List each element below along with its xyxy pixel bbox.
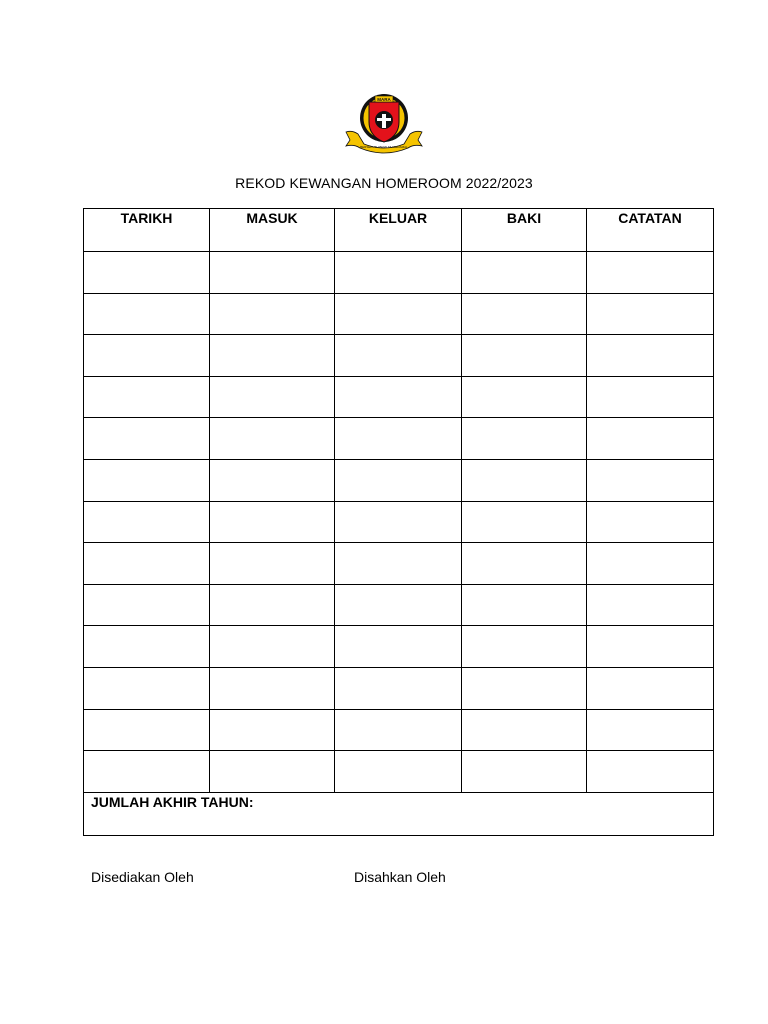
cell-masuk[interactable] — [210, 376, 335, 418]
cell-keluar[interactable] — [335, 335, 462, 377]
cell-baki[interactable] — [462, 459, 587, 501]
cell-catatan[interactable] — [587, 543, 714, 585]
table-row — [84, 376, 714, 418]
cell-catatan[interactable] — [587, 626, 714, 668]
cell-tarikh[interactable] — [84, 709, 210, 751]
table-row — [84, 335, 714, 377]
cell-tarikh[interactable] — [84, 543, 210, 585]
table-row — [84, 667, 714, 709]
prepared-by-label: Disediakan Oleh — [91, 869, 194, 885]
column-header-baki: BAKI — [462, 209, 587, 252]
cell-keluar[interactable] — [335, 584, 462, 626]
cell-tarikh[interactable] — [84, 584, 210, 626]
table-row — [84, 501, 714, 543]
cell-masuk[interactable] — [210, 335, 335, 377]
total-label: JUMLAH AKHIR TAHUN: — [84, 792, 714, 835]
cell-keluar[interactable] — [335, 543, 462, 585]
table-row — [84, 418, 714, 460]
cell-baki[interactable] — [462, 626, 587, 668]
cell-keluar[interactable] — [335, 751, 462, 793]
school-crest-logo — [342, 88, 426, 158]
table-row — [84, 584, 714, 626]
cell-keluar[interactable] — [335, 501, 462, 543]
cell-baki[interactable] — [462, 293, 587, 335]
cell-baki[interactable] — [462, 418, 587, 460]
cell-masuk[interactable] — [210, 293, 335, 335]
cell-tarikh[interactable] — [84, 418, 210, 460]
cell-keluar[interactable] — [335, 709, 462, 751]
cell-baki[interactable] — [462, 501, 587, 543]
cell-baki[interactable] — [462, 335, 587, 377]
finance-record-table — [83, 208, 714, 836]
cell-catatan[interactable] — [587, 751, 714, 793]
cell-masuk[interactable] — [210, 501, 335, 543]
cell-catatan[interactable] — [587, 418, 714, 460]
cell-tarikh[interactable] — [84, 626, 210, 668]
cell-tarikh[interactable] — [84, 667, 210, 709]
cell-masuk[interactable] — [210, 709, 335, 751]
table-header-row — [84, 209, 714, 252]
cell-catatan[interactable] — [587, 376, 714, 418]
logo-ribbon-text: BERSEKUTU BERILMU BERAMAL — [360, 145, 408, 149]
cell-baki[interactable] — [462, 543, 587, 585]
cell-masuk[interactable] — [210, 459, 335, 501]
document-title: REKOD KEWANGAN HOMEROOM 2022/2023 — [235, 175, 533, 191]
cell-catatan[interactable] — [587, 459, 714, 501]
table-row — [84, 293, 714, 335]
cell-masuk[interactable] — [210, 418, 335, 460]
cell-catatan[interactable] — [587, 335, 714, 377]
cell-tarikh[interactable] — [84, 252, 210, 294]
table-row — [84, 709, 714, 751]
cell-keluar[interactable] — [335, 626, 462, 668]
cell-baki[interactable] — [462, 667, 587, 709]
cell-keluar[interactable] — [335, 667, 462, 709]
column-header-tarikh: TARIKH — [84, 209, 210, 252]
cell-catatan[interactable] — [587, 584, 714, 626]
column-header-catatan: CATATAN — [587, 209, 714, 252]
cell-tarikh[interactable] — [84, 335, 210, 377]
table-row — [84, 252, 714, 294]
cell-keluar[interactable] — [335, 252, 462, 294]
cell-masuk[interactable] — [210, 751, 335, 793]
cell-baki[interactable] — [462, 252, 587, 294]
crest-icon — [342, 88, 426, 158]
logo-top-text: MARA — [377, 97, 391, 102]
cell-baki[interactable] — [462, 584, 587, 626]
cell-tarikh[interactable] — [84, 376, 210, 418]
cell-baki[interactable] — [462, 751, 587, 793]
cell-keluar[interactable] — [335, 459, 462, 501]
cell-baki[interactable] — [462, 709, 587, 751]
cell-baki[interactable] — [462, 376, 587, 418]
table-body — [84, 252, 714, 836]
cell-masuk[interactable] — [210, 584, 335, 626]
table-total-row — [84, 792, 714, 835]
cell-masuk[interactable] — [210, 667, 335, 709]
column-header-masuk: MASUK — [210, 209, 335, 252]
cell-tarikh[interactable] — [84, 501, 210, 543]
cell-catatan[interactable] — [587, 293, 714, 335]
cell-keluar[interactable] — [335, 418, 462, 460]
cell-tarikh[interactable] — [84, 293, 210, 335]
cell-masuk[interactable] — [210, 543, 335, 585]
approved-by-label: Disahkan Oleh — [354, 869, 446, 885]
table-row — [84, 459, 714, 501]
cell-catatan[interactable] — [587, 501, 714, 543]
cell-keluar[interactable] — [335, 293, 462, 335]
cell-tarikh[interactable] — [84, 459, 210, 501]
cell-catatan[interactable] — [587, 252, 714, 294]
table-row — [84, 543, 714, 585]
table-row — [84, 626, 714, 668]
cell-tarikh[interactable] — [84, 751, 210, 793]
column-header-keluar: KELUAR — [335, 209, 462, 252]
cell-masuk[interactable] — [210, 626, 335, 668]
table-row — [84, 751, 714, 793]
cell-catatan[interactable] — [587, 667, 714, 709]
cell-masuk[interactable] — [210, 252, 335, 294]
cell-keluar[interactable] — [335, 376, 462, 418]
cell-catatan[interactable] — [587, 709, 714, 751]
